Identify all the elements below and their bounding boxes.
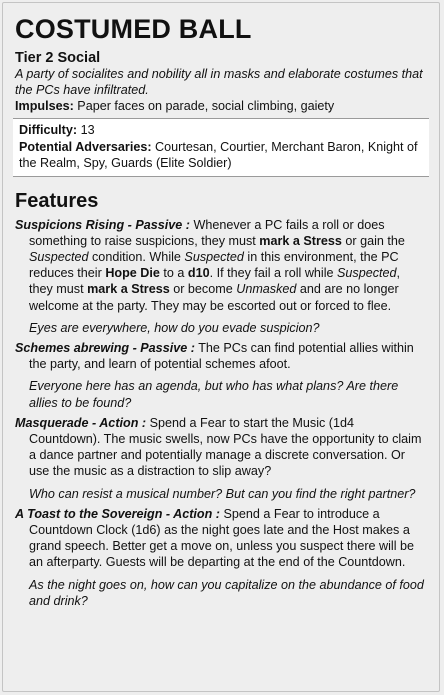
features-heading: Features [15, 189, 99, 212]
feature-body-segment: Suspected [184, 249, 244, 264]
feature-flavor: Everyone here has an agenda, but who has what plans? Are there allies to be found? [29, 379, 399, 410]
feature-name: A Toast to the Sovereign - Action : [15, 506, 221, 521]
feature-item [15, 340, 427, 411]
feature-body-segment: Suspected [337, 266, 397, 281]
adversaries-line [19, 139, 423, 172]
difficulty-value: 13 [80, 123, 95, 137]
difficulty-label: Difficulty: [19, 123, 78, 137]
stat-box [13, 118, 429, 177]
adversaries-value: Courtesan, Courtier, Merchant Baron, Knight of the Realm, Spy, Guards (Elite Soldier) [19, 139, 418, 170]
feature-name: Schemes abrewing - Passive : [15, 340, 195, 355]
impulses-label: Impulses: [15, 99, 74, 113]
feature-body-segment: . If they fail a roll while [209, 266, 338, 281]
feature-text [15, 506, 427, 571]
feature-body-segment: mark a Stress [259, 233, 342, 248]
feature-body-segment: Spend a Fear to start the Music (1d4 Countdown). The music swells, now PCs have the opportunity to claim a dance partner and potentially manage a discrete conversation. Or use the music as a distraction to slip away? [29, 415, 422, 479]
feature-name: Masquerade - Action : [15, 415, 147, 430]
card-description: A party of socialites and nobility all in masks and elaborate costumes that the PCs have infiltrated. [15, 67, 423, 97]
impulses-value: Paper faces on parade, social climbing, gaiety [77, 99, 335, 113]
feature-body-segment: d10 [187, 266, 210, 281]
feature-body-segment: or become [169, 282, 237, 297]
feature-body-segment: mark a Stress [87, 282, 170, 297]
tier-label: Tier 2 Social [15, 50, 101, 66]
feature-item [15, 506, 427, 609]
impulses-line [15, 98, 427, 114]
feature-body-segment: Whenever a PC fails a roll or does something to raise suspicions, they must [29, 217, 385, 248]
feature-body-segment: The PCs can find potential allies within the party, and learn of potential schemes afoot. [29, 340, 414, 372]
feature-body-segment: , they must [29, 266, 401, 297]
feature-flavor: Eyes are everywhere, how do you evade suspicion? [29, 320, 320, 335]
feature-body-segment: condition. While [88, 249, 185, 264]
feature-body-segment: Hope Die [105, 266, 160, 281]
feature-flavor: Who can resist a musical number? But can you find the right partner? [29, 486, 416, 501]
feature-body-segment: Suspected [29, 249, 89, 264]
card-title: COSTUMED BALL [15, 14, 252, 44]
feature-name: Suspicions Rising - Passive : [15, 217, 190, 232]
feature-text [15, 415, 427, 480]
features-list [15, 217, 427, 609]
environment-card [2, 2, 440, 692]
feature-body-segment: and are no longer welcome at the party. They may be escorted out or forced to flee. [29, 282, 399, 313]
feature-text [15, 217, 427, 314]
feature-text [15, 340, 427, 372]
difficulty-line [19, 122, 423, 139]
feature-body-segment: to a [159, 266, 188, 281]
feature-body-segment: Unmasked [236, 282, 297, 297]
feature-item [15, 415, 427, 502]
feature-flavor: As the night goes on, how can you capitalize on the abundance of food and drink? [29, 577, 424, 608]
adversaries-label: Potential Adversaries: [19, 139, 152, 154]
feature-body-segment: in this environment, the PC reduces their [29, 249, 399, 281]
feature-body-segment: or gain the [341, 233, 405, 248]
feature-body-segment: Spend a Fear to introduce a Countdown Clock (1d6) as the night goes late and the Host makes a grand speech. Better get a move on, unless you suspect there will be an afterparty. Guests will be departing at the end of the Countdown. [29, 506, 415, 570]
feature-item [15, 217, 427, 336]
